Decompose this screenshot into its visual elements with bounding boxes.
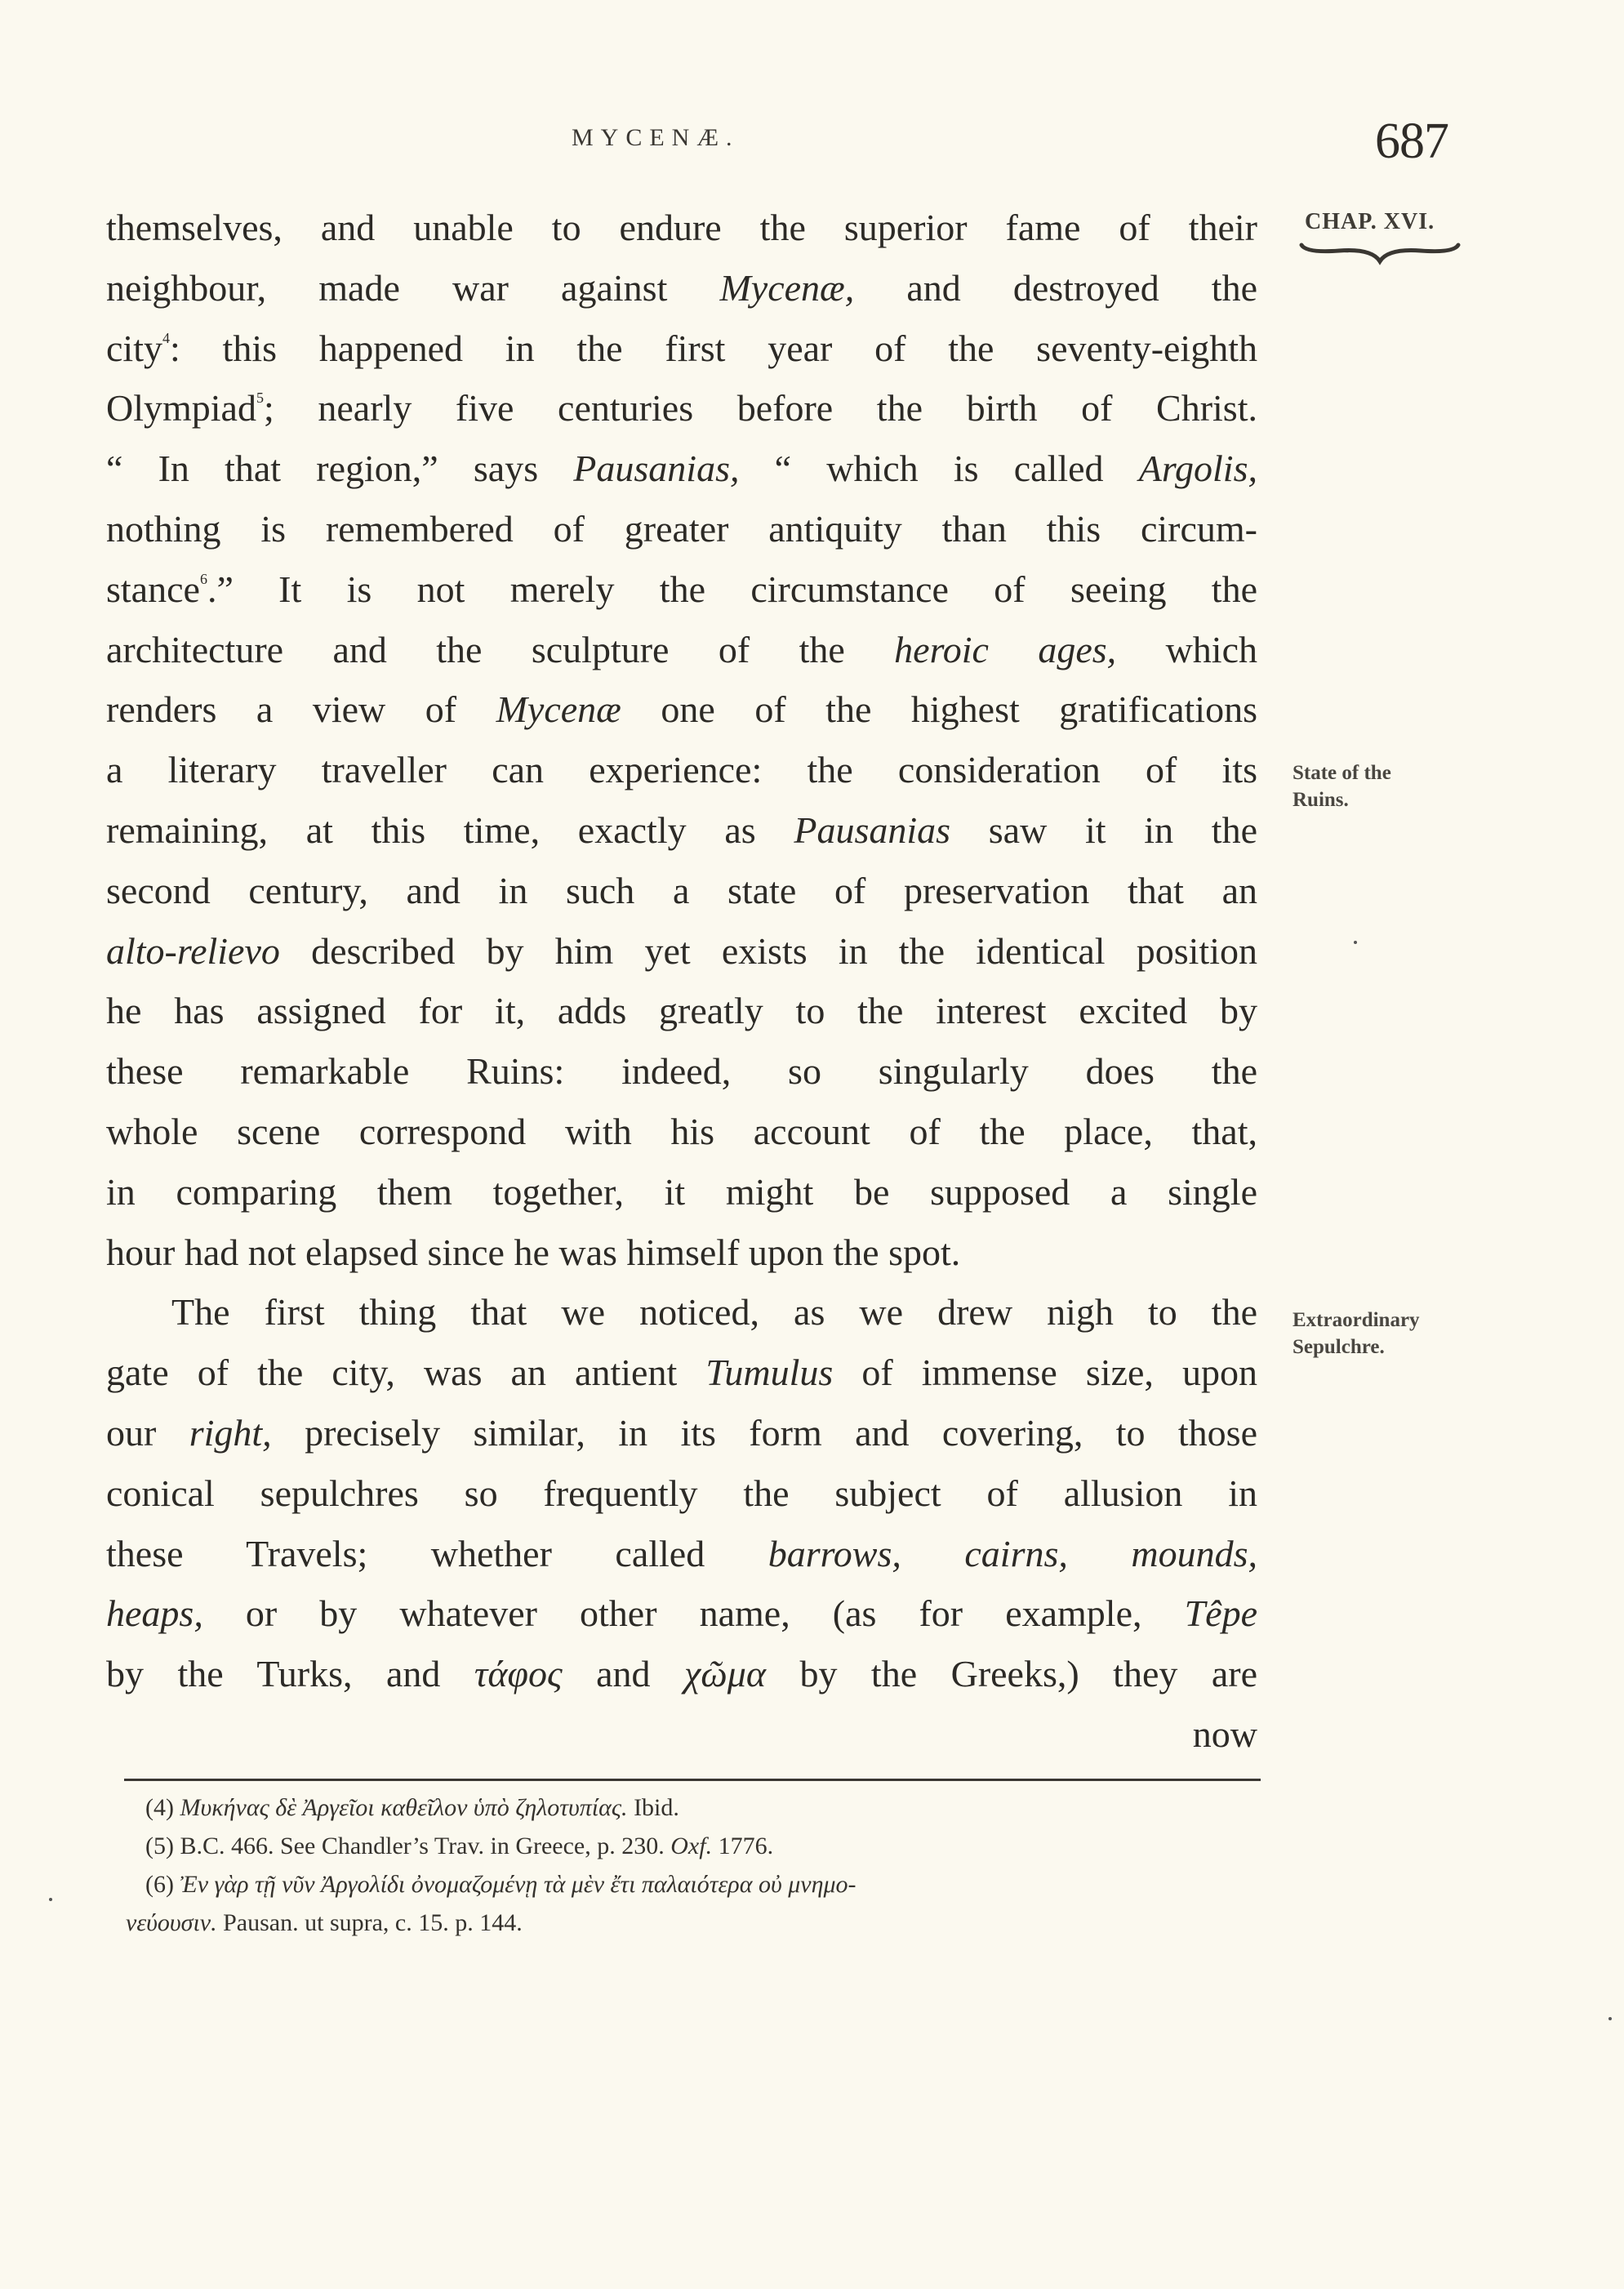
text-line [106,439,1257,499]
margin-note-line: Extraordinary [1293,1309,1420,1331]
text-segment: architecture and the sculpture of the [106,628,895,670]
text-segment: he has assigned for it, adds greatly to the interest excited by [106,990,1257,1032]
italic-text: Mycenæ, [719,266,855,309]
text-segment: second century, and in such a state of preservation that an [106,869,1257,911]
text-segment: described by him yet exists in the identical position [279,929,1257,972]
text-line [106,1282,1257,1343]
italic-text: Pausanias, [573,448,740,490]
text-line [106,981,1257,1041]
text-segment: saw it in the [950,808,1257,851]
text-segment: one of the highest gratifications [621,688,1257,731]
text-line [106,559,1257,620]
text-segment: (5) B.C. 466. See Chandler’s Trav. in Greece, p. 230. [145,1833,671,1859]
footnote-line [145,1865,1256,1904]
text-line [106,1704,1257,1765]
margin-note-line: Ruins. [1293,789,1349,811]
text-line [106,318,1257,379]
text-segment: .” It is not merely the circumstance of seeing the [207,568,1257,610]
text-segment: nothing is remembered of greater antiquity than this circum- [106,507,1257,550]
footnote-5 [145,1827,1256,1865]
text-line [106,258,1257,318]
text-segment: remaining, at this time, exactly as [106,808,794,851]
page-number: 687 [1375,114,1448,169]
margin-note-extraordinary-sepulchre [1293,1307,1420,1360]
italic-text: mounds, [1131,1532,1258,1574]
text-line [106,1463,1257,1524]
italic-text: Tumulus [705,1352,834,1394]
text-line [106,861,1257,921]
text-segment: whole scene correspond with his account of the place, that, [106,1110,1257,1152]
italic-text: Pausanias [794,808,951,851]
text-line [106,1524,1257,1584]
text-segment: precisely similar, in its form and covering, to those [271,1411,1257,1454]
italic-text: Mycenæ [496,688,621,731]
text-line [106,800,1257,861]
text-segment: stance [106,568,200,610]
footnote-6 [126,1865,1256,1942]
text-line [106,378,1257,439]
paper-speck [49,1898,52,1901]
italic-text: νεύουσιν. [126,1909,217,1936]
text-line [106,1403,1257,1463]
text-line [106,1102,1257,1162]
text-segment: Pausan. ut supra, c. 15. p. 144. [216,1909,523,1936]
text-line [106,198,1257,258]
text-segment: themselves, and unable to endure the superior fame of their [106,207,1257,248]
text-line [106,1041,1257,1102]
footnote-4 [145,1788,1256,1827]
body-text [106,198,1257,1765]
text-line [106,1583,1257,1644]
chapter-brace-icon [1298,240,1462,273]
text-line [106,740,1257,800]
text-segment: Ibid. [627,1794,679,1821]
text-segment: “ which is called [739,448,1139,490]
paper-speck [1608,2017,1612,2020]
italic-text: Ἐν γὰρ τῇ νῦν Ἀργολίδι ὀνομαζομένῃ τὰ μὲν ἔτι παλαιότερα οὐ μνημο- [180,1871,856,1898]
text-segment: ; nearly five centuries before the birth of Christ. [263,387,1257,430]
text-segment: (4) [145,1794,180,1821]
text-segment: Olympiad [106,387,256,430]
text-segment: neighbour, made war against [106,266,720,309]
text-line [106,1222,1257,1283]
text-line [106,499,1257,559]
margin-note-state-of-ruins [1293,759,1391,813]
text-line [106,1162,1257,1222]
text-line [106,1343,1257,1403]
text-segment: city [106,327,162,369]
text-segment: and [562,1653,685,1695]
footnote-line [145,1827,1256,1865]
margin-note-line: Sepulchre. [1293,1336,1385,1358]
italic-text: Oxf. [670,1833,713,1859]
footnote-ref: 5 [256,390,264,407]
text-segment: these Travels; whether called [106,1532,768,1574]
text-segment: these remarkable Ruins: indeed, so singularly does the [106,1050,1257,1093]
footnote-line [126,1904,1256,1942]
text-segment: : this happened in the first year of the seventy-eighth [169,327,1257,369]
text-segment: renders a view of [106,688,496,731]
text-segment: our [106,1411,189,1454]
text-segment: a literary traveller can experience: the consideration of its [106,749,1257,791]
text-line [106,921,1257,982]
footnote-ref: 6 [199,570,207,587]
footnote-ref: 4 [162,329,170,346]
text-segment: and destroyed the [854,266,1257,309]
italic-text: alto-relievo [106,929,280,972]
text-segment: or by whatever other name, (as for example, [202,1592,1185,1635]
italic-text: heroic ages, [894,628,1117,670]
text-segment: by the Turks, and [106,1653,474,1695]
margin-note-line: State of the [1293,762,1391,784]
footnote-rule [124,1779,1261,1781]
text-segment: gate of the city, was an antient [106,1352,706,1394]
italic-text: Têpe [1184,1592,1257,1635]
text-segment [1068,1533,1132,1574]
italic-text: τάφος [474,1653,563,1695]
paper-speck [1354,941,1357,944]
text-segment: in comparing them together, it might be supposed a single [106,1170,1257,1213]
italic-text: χῶμα [684,1653,766,1695]
italic-text: Argolis, [1138,448,1257,490]
running-title: MYCENÆ. [572,124,740,151]
text-line [106,620,1257,680]
text-segment: conical sepulchres so frequently the subject of allusion in [106,1472,1257,1514]
italic-text: heaps, [106,1592,203,1635]
text-segment [901,1533,965,1574]
text-segment: “ In that region,” says [106,448,574,490]
text-segment: (6) [145,1871,180,1898]
text-line [106,679,1257,740]
text-segment: now [1192,1712,1257,1755]
italic-text: right, [189,1411,272,1454]
text-segment: hour had not elapsed since he was himself upon the spot. [106,1231,961,1273]
chapter-label: CHAP. XVI. [1305,209,1435,234]
footnote-line [145,1788,1256,1827]
italic-text: barrows, [768,1532,901,1574]
italic-text: cairns, [964,1532,1068,1574]
text-segment: of immense size, upon [833,1352,1257,1394]
text-segment: by the Greeks,) they are [765,1653,1258,1695]
italic-text: Μυκήνας δὲ Ἀργεῖοι καθεῖλον ὑπὸ ζηλοτυπίας. [180,1794,628,1821]
text-segment: The first thing that we noticed, as we drew nigh to the [171,1291,1257,1334]
text-segment: which [1116,628,1257,670]
text-segment: 1776. [712,1833,774,1859]
footnotes [126,1788,1256,1942]
text-line [106,1644,1257,1704]
